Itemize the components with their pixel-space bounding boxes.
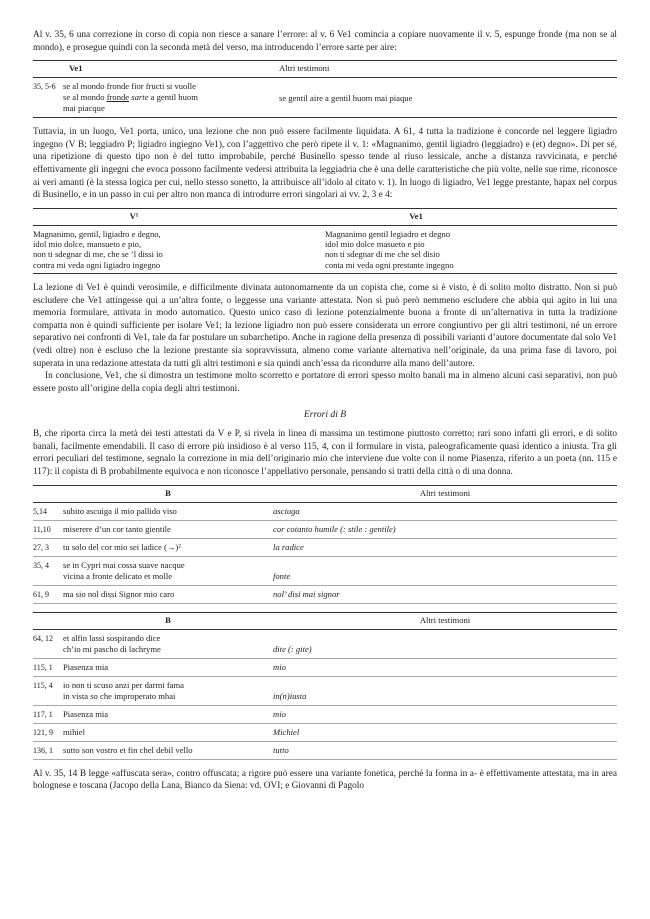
table-row [33, 658, 617, 676]
b-reading [63, 629, 273, 658]
table-header [33, 612, 617, 629]
other-reading [273, 520, 617, 538]
cell-text: mihiel [63, 726, 85, 737]
cell-text: in vista so che improperato mhai [63, 690, 176, 701]
other-reading [273, 658, 617, 676]
cell-text: 27, 3 [33, 542, 49, 552]
verse-ref [33, 723, 63, 741]
b-reading [63, 502, 273, 520]
ref-header [33, 612, 63, 629]
table-row [33, 225, 617, 273]
paragraph-3: La lezione di Ve1 è quindi verosimile, e difficilmente divinata autonomamente da un copista che, come si è visto, è di solito molto distratto. Non si può escludere che Ve1 attingesse qui a un’altra fonte, o leggesse una variante attestata. Non si può però nemmeno escludere che abbia qui agito in lui una memoria formulare, attivata in modo automatico. Questo unico caso di lezione potenzialmente buona a fronte di un’alternativa in tutta la tradizione compatta non è quindi sufficiente per isolare Ve1; la lezione ligiadro non può essere considerata un errore congiuntivo per gli altri testimoni, né un errore separativo nei confronti di Ve1, tale da far postulare un subarchetipo. Anche in ragione della presenza di possibili varianti d’autore documentate dal solo Ve1 (vedi oltre) non è escluso che la lezione prestante sia sopravvissuta, almeno come variante alternativa nell’originale, da una prima fase di lavoro, poi superata in una redazione attestata da tutti gli altri testimoni e sia quindi anch’essa da ricondurre alla mano dell’autore. [33, 282, 617, 369]
other-reading [273, 502, 617, 520]
cell-text: 5,14 [33, 506, 47, 516]
cell-text: mio [273, 661, 286, 672]
altri-testimoni-header: Altri testimoni [419, 614, 471, 625]
table-row [33, 629, 617, 658]
cell-text: 64, 12 [33, 633, 53, 643]
altri-testimoni-header: Altri testimoni [419, 487, 471, 498]
cell-text: 117, 1 [33, 709, 53, 719]
paragraph-2: Tuttavia, in un luogo, Ve1 porta, unico, una lezione che non può essere facilmente liquidata. A 61, 4 tutta la tradizione è concorde nel leggere ligiadro ingegno (V B; leggiadro P; ligiadro ingiegno Ve1), con l’aggettivo che però ripete il v. 1: «Magnanimo, gentil ligiadro (leggiadro) e (et) degno». Di per sé, una ripetizione di questo tipo non è del tutto improbabile, perché Businello spesso tende al riuso lessicale, anche a distanza ravvicinata, e perché effettivamente gli ingegni che evoca possono facilmente vedersi attribuita la leggiadria che è una delle caratteristiche che più volte, nelle sue rime, riconosce ai veri amanti (è la stessa logica per cui, nello stesso sonetto, la attribuisce all’idolo al citato v. 1). In luogo di ligiadro, Ve1 legge prestante, hapax nel corpus di Businello, e in un passo in cui per altro non manca di introdurre errori singolari ai vv. 2, 3 e 4: [33, 127, 617, 201]
paragraph-1: Al v. 35, 6 una correzione in corso di copia non riesce a sanare l’errore: al v. 6 Ve1 comincia a copiare nuovamente il v. 5, espunge fronde (ma non se al mondo), e prosegue quindi con la seconda metà del verso, ma introducendo l’errore sarte per aire: [33, 30, 617, 53]
ve1-header: Ve1 [409, 210, 423, 221]
verse-line: non ti sdegnar di me, che se ’l dissi io [33, 249, 163, 260]
table-row [33, 723, 617, 741]
cell-text: tutto [273, 744, 289, 755]
cell-text: Michiel [273, 726, 300, 737]
table-row [33, 705, 617, 723]
verse-ref [33, 520, 63, 538]
table-row [33, 538, 617, 556]
other-reading [273, 676, 617, 705]
variant-table-b-1 [33, 485, 617, 604]
verse-line: non ti sdegnar di me che sel disio [325, 249, 440, 260]
cell-text: sutto son vostro et fin chel debil vello [63, 744, 193, 755]
cell-text: 121, 9 [33, 727, 53, 737]
ve1-header: Ve1 [69, 63, 83, 74]
other-reading [273, 556, 617, 585]
variant-table-sonnet [33, 208, 617, 274]
cell-text: 61, 9 [33, 589, 49, 599]
verse-line: idol mio dolce, mansueto e pio, [33, 239, 142, 250]
cell-text: io non ti scuso anzi per darmi fama [63, 679, 184, 690]
cell-text: 136, 1 [33, 745, 53, 755]
b-header: B [165, 487, 171, 498]
verse-ref [33, 705, 63, 723]
cell-text: vicina a fronte delicato et molle [63, 570, 173, 581]
verse-ref [33, 629, 63, 658]
other-reading [273, 538, 617, 556]
cell-text: 35, 4 [33, 560, 49, 570]
verse-line: Magnanimo gentil legiadro et degno [325, 228, 451, 239]
b-reading [63, 538, 273, 556]
b-reading [63, 723, 273, 741]
other-reading [273, 629, 617, 658]
cell-text: 115, 4 [33, 680, 53, 690]
b-reading [63, 658, 273, 676]
cell-text: ch’io mi pascho di lachryme [63, 643, 161, 654]
paragraph-5: B, che riporta circa la metà dei testi attestati da V e P, si rivela in linea di massima un testimone piuttosto corretto; rari sono infatti gli errori, e di solito banali, facilmente emendabili. Il caso di errore più insidioso è al verso 115, 4, con il formulare in vista, paleograficamente quasi identico a iniusta. Tra gli errori peculiari del testimone, segnalo la correzione in mia dell’originario mio che interviene due volte con il nome Piasenza, riferito a un poeta (nn. 115 e 117): il copista di B probabilmente equivoca e non riconosce l’appellativo personale, pensando si tratti della città o di una donna. [33, 429, 617, 478]
cell-text: Piasenza mia [63, 661, 109, 672]
b-header: B [165, 614, 171, 625]
verse-line: contra mi veda ogni ligiadro ingegno [33, 259, 161, 270]
ve1-text [325, 225, 617, 273]
cell-text: fonte [273, 570, 291, 581]
table-row [33, 585, 617, 603]
other-reading [273, 585, 617, 603]
v-text [33, 225, 325, 273]
other-reading [273, 741, 617, 759]
cell-text: ma sio nol dissi Signor mio caro [63, 588, 175, 599]
expunged-word: fronde [106, 92, 130, 103]
table-row [33, 78, 617, 118]
table-row [33, 676, 617, 705]
reading-text: se al mondo [63, 92, 107, 103]
cell-text: se in Cypri mai cossa suave nacque [63, 559, 185, 570]
cell-text: la radice [273, 541, 304, 552]
ve1-reading [63, 78, 279, 118]
table-header [33, 61, 617, 78]
b-reading [63, 705, 273, 723]
verse-line: idol mio dolce masueto e pio [325, 239, 425, 250]
variant-table-b-2 [33, 612, 617, 760]
verse-ref [33, 502, 63, 520]
verse-ref [33, 658, 63, 676]
table-row [33, 520, 617, 538]
reading-line [63, 92, 279, 103]
other-reading: se gentil aire a gentil huom mai piaque [279, 93, 413, 104]
table-header [33, 208, 617, 225]
cell-text: et alfin lassi sospirando dice [63, 632, 161, 643]
cell-text: cor cotanto humile (: stile : gentile) [273, 523, 396, 534]
other-reading [273, 723, 617, 741]
reading-line: mai piacque [63, 103, 105, 114]
verse-ref [33, 585, 63, 603]
page [33, 29, 617, 793]
cell-text: subito ascuiga il mio pallido viso [63, 505, 177, 516]
variant-table-ve1 [33, 60, 617, 118]
table-row [33, 741, 617, 759]
other-reading [273, 705, 617, 723]
table-row [33, 502, 617, 520]
cell-text: tu solo del cor mio sei ladice (→)² [63, 541, 181, 552]
b-reading [63, 520, 273, 538]
paragraph-4: In conclusione, Ve1, che si dimostra un testimone molto scorretto e portatore di errori spesso molto banali ma in almeno alcuni casi separativi, non può essere posto all’origine della copia degli altri testimoni. [33, 371, 617, 394]
ref-header [33, 61, 63, 78]
cell-text: in(n)iusta [273, 690, 307, 701]
verse-ref: 35, 5-6 [33, 82, 56, 92]
cell-text: asciuga [273, 505, 300, 516]
cell-text: dite (: gite) [273, 643, 312, 654]
b-reading [63, 741, 273, 759]
cell-text: mio [273, 708, 286, 719]
reading-text: a gentil huom [148, 92, 198, 103]
v-header: V¹ [129, 210, 139, 221]
cell-text: 11,10 [33, 524, 51, 534]
verse-line: Magnanimo, gentil, ligiadro e degno, [33, 228, 161, 239]
b-reading [63, 676, 273, 705]
altri-testimoni-header: Altri testimoni [279, 63, 330, 74]
table-row [33, 556, 617, 585]
cell-text: 115, 1 [33, 662, 53, 672]
cell-text: Piasenza mia [63, 708, 109, 719]
section-title: Errori di B [303, 409, 347, 421]
reading-line: se al mondo fronde fior fructi si vuolle [63, 81, 196, 92]
verse-line: conta mi veda ogni prestante ingegno [325, 259, 454, 270]
table-header [33, 485, 617, 502]
paragraph-6: Al v. 35, 14 B legge «affuscata sera», contro offuscata; a rigore può essere una variante fonetica, perché la forma in a- è effettivamente attestata, ma in area bolognese e toscana (Jacopo della Lana, Bianco da Siena: vd. OVI; e Giovanni di Pagolo [33, 768, 617, 792]
ref-header [33, 485, 63, 502]
verse-ref [33, 676, 63, 705]
verse-ref [33, 556, 63, 585]
cell-text: nol’ disi mai signor [273, 588, 340, 599]
cell-text: miserere d’un cor tanto gientile [63, 523, 171, 534]
verse-ref [33, 741, 63, 759]
b-reading [63, 556, 273, 585]
verse-ref [33, 538, 63, 556]
error-word: sarte [131, 92, 149, 103]
b-reading [63, 585, 273, 603]
